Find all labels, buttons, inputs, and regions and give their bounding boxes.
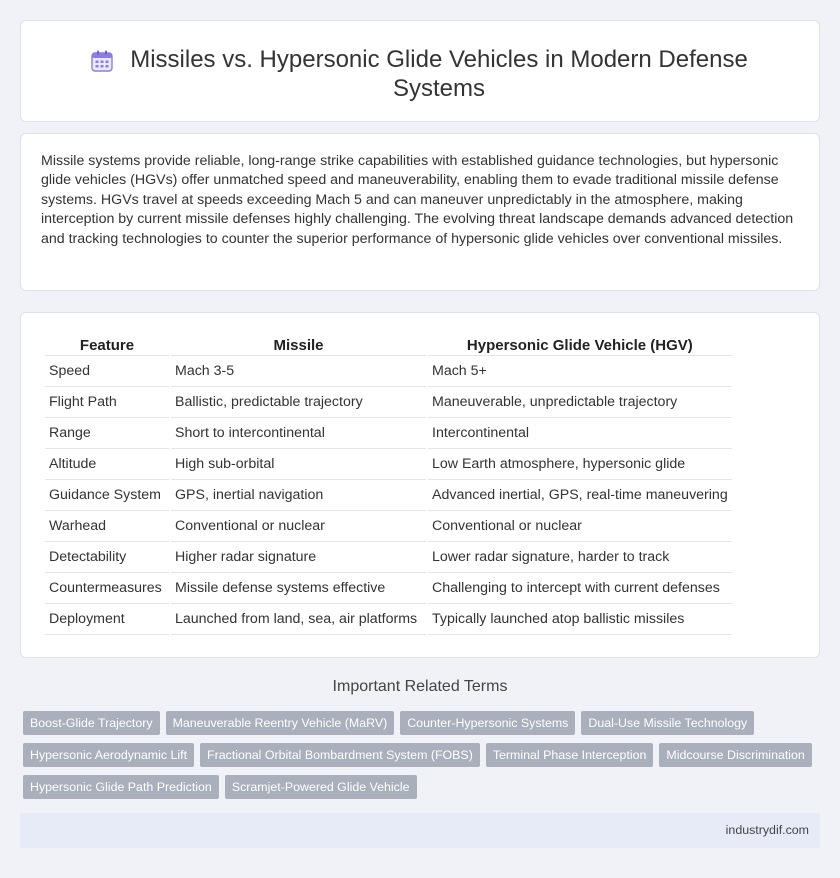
calendar-grid-icon (91, 50, 113, 72)
hgv-cell: Maneuverable, unpredictable trajectory (428, 387, 732, 418)
missile-cell: Short to intercontinental (171, 418, 426, 449)
related-term-tag[interactable]: Dual-Use Missile Technology (581, 711, 754, 735)
hgv-cell: Lower radar signature, harder to track (428, 542, 732, 573)
table-row (45, 511, 732, 542)
table-row (45, 480, 732, 511)
summary-text: Missile systems provide reliable, long-range strike capabilities with established guidance technologies, but hypersonic glide vehicles (HGVs) offer unmatched speed and maneuverability, enabling them to evade traditional missile defense systems. HGVs travel at speeds exceeding Mach 5 and can maneuver unpredictably in the atmosphere, making interception by current missile defenses highly challenging. The evolving threat landscape demands advanced detection and tracking technologies to counter the superior performance of hypersonic glide vehicles over conventional missiles. (41, 153, 794, 247)
missile-cell: Launched from land, sea, air platforms (171, 604, 426, 635)
table-row (45, 356, 732, 387)
table-row (45, 449, 732, 480)
feature-cell: Altitude (45, 449, 169, 480)
hgv-cell: Intercontinental (428, 418, 732, 449)
feature-cell: Deployment (45, 604, 169, 635)
footer-site-link[interactable]: industrydif.com (725, 823, 809, 837)
title-card (20, 20, 820, 122)
hgv-cell: Conventional or nuclear (428, 511, 732, 542)
related-term-tag[interactable]: Hypersonic Aerodynamic Lift (23, 743, 194, 767)
related-term-tag[interactable]: Scramjet-Powered Glide Vehicle (225, 775, 417, 799)
feature-cell: Speed (45, 356, 169, 387)
page-title: Missiles vs. Hypersonic Glide Vehicles in Modern Defense Systems (130, 46, 748, 102)
related-term-tag[interactable]: Counter-Hypersonic Systems (400, 711, 575, 735)
feature-cell: Warhead (45, 511, 169, 542)
column-header-missile: Missile (171, 334, 426, 356)
hgv-cell: Typically launched atop ballistic missiles (428, 604, 732, 635)
feature-cell: Countermeasures (45, 573, 169, 604)
missile-cell: Missile defense systems effective (171, 573, 426, 604)
related-term-tag[interactable]: Fractional Orbital Bombardment System (FOBS) (200, 743, 480, 767)
missile-cell: Ballistic, predictable trajectory (171, 387, 426, 418)
comparison-table-card (20, 312, 820, 658)
title-row (21, 21, 819, 103)
related-term-tag[interactable]: Boost-Glide Trajectory (23, 711, 160, 735)
table-header-row (45, 334, 732, 356)
footer (20, 813, 820, 848)
missile-cell: Mach 3-5 (171, 356, 426, 387)
summary-card (20, 133, 820, 291)
feature-cell: Range (45, 418, 169, 449)
missile-cell: GPS, inertial navigation (171, 480, 426, 511)
feature-cell: Detectability (45, 542, 169, 573)
hgv-cell: Mach 5+ (428, 356, 732, 387)
missile-cell: High sub-orbital (171, 449, 426, 480)
table-row (45, 387, 732, 418)
related-term-tag[interactable]: Hypersonic Glide Path Prediction (23, 775, 219, 799)
column-header-feature: Feature (45, 334, 169, 356)
table-row (45, 418, 732, 449)
table-row (45, 542, 732, 573)
feature-cell: Guidance System (45, 480, 169, 511)
table-row (45, 604, 732, 635)
feature-cell: Flight Path (45, 387, 169, 418)
related-term-tag[interactable]: Maneuverable Reentry Vehicle (MaRV) (166, 711, 395, 735)
missile-cell: Higher radar signature (171, 542, 426, 573)
related-terms-list (23, 711, 823, 799)
missile-cell: Conventional or nuclear (171, 511, 426, 542)
related-terms-heading: Important Related Terms (332, 678, 508, 695)
related-term-tag[interactable]: Midcourse Discrimination (659, 743, 811, 767)
hgv-cell: Advanced inertial, GPS, real-time maneuvering (428, 480, 732, 511)
hgv-cell: Low Earth atmosphere, hypersonic glide (428, 449, 732, 480)
column-header-hgv: Hypersonic Glide Vehicle (HGV) (428, 334, 732, 356)
table-row (45, 573, 732, 604)
hgv-cell: Challenging to intercept with current defenses (428, 573, 732, 604)
comparison-table (43, 334, 734, 635)
related-term-tag[interactable]: Terminal Phase Interception (486, 743, 654, 767)
